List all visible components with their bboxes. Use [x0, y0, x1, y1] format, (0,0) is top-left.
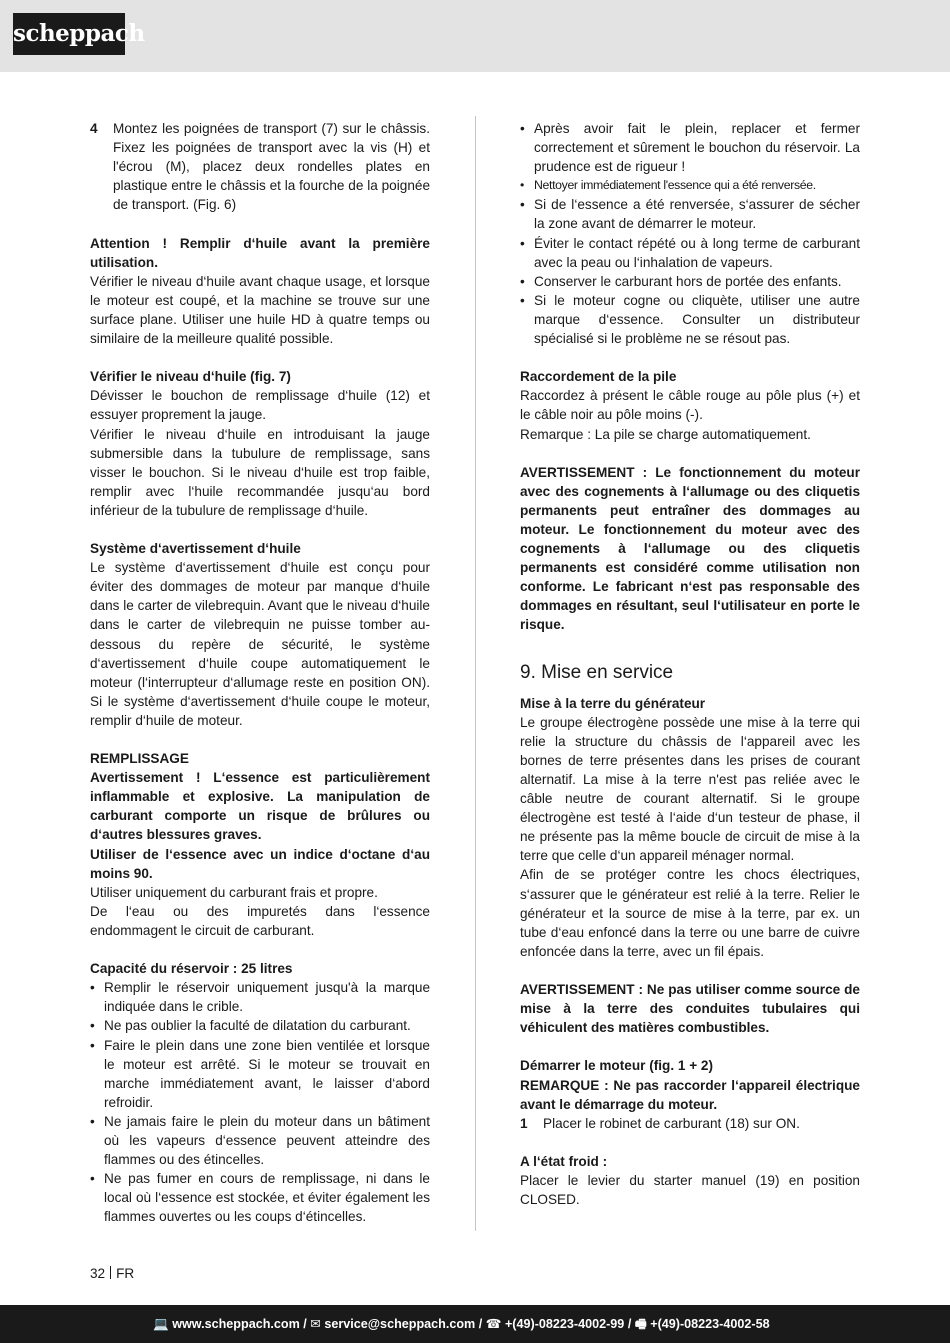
grounding-warning: AVERTISSEMENT : Ne pas utiliser comme source de mise à la terre des conduites tubulaires qui véhiculent des matières combustibles.	[520, 982, 860, 1036]
left-column	[90, 119, 430, 1226]
cold-start-heading: A l‘état froid :	[520, 1153, 608, 1169]
battery-note: Remarque : La pile se charge automatiquement.	[520, 426, 811, 442]
list-item: • Ne jamais faire le plein du moteur dans un bâtiment où les vapeurs d‘essence peuvent atteindre des flammes ou des étincelles.	[90, 1112, 430, 1169]
phone-icon: ☎	[485, 1317, 502, 1331]
list-item: • Après avoir fait le plein, replacer et fermer correctement et sûrement le bouchon du réservoir. La prudence est de rigueur !	[520, 119, 860, 176]
fuel-bullet-list	[520, 119, 860, 348]
fax-number: +(49)-08223-4002-58	[650, 1317, 770, 1331]
website-link[interactable]: www.scheppach.com	[172, 1317, 300, 1331]
phone-number: +(49)-08223-4002-99	[504, 1317, 625, 1331]
step-text: Placer le robinet de carburant (18) sur ON.	[543, 1115, 800, 1131]
list-item: • Faire le plein dans une zone bien ventilée et lorsque le moteur est arrêté. Si le moteur se trouvait en marche immédiatement avant, le laisser d‘abord refroidir.	[90, 1036, 430, 1112]
grounding-text: Afin de se protéger contre les chocs électriques, s‘assurer que le générateur est relié à la terre. Relier le générateur et la source de mise à la terre, par ex. un tube d‘eau enfoncé dans la terre ou une barre de cuivre enfoncée dans la terre, avec un fil épais.	[520, 867, 860, 959]
grounding-text: Le groupe électrogène possède une mise à la terre qui relie la structure du châssis de l‘appareil avec les bornes de terre présentes dans les prises de courant alternatif. La mise à la terre n'est pas reliée avec le câble neutre de courant alternatif. Si le groupe électrogène est testé à l‘aide d‘un testeur de phase, il ne présente pas la même boucle de circuit de mise à la terre que celle d‘un appareil ménager normal.	[520, 714, 860, 864]
step-number: 4	[90, 121, 98, 136]
refill-text: De l‘eau ou des impuretés dans l‘essence endommagent le circuit de carburant.	[90, 903, 430, 938]
list-item: • Si de l‘essence a été renversée, s‘assurer de sécher la zone avant de démarrer le moteur.	[520, 195, 860, 233]
list-item: • Si le moteur cogne ou cliquète, utiliser une autre marque d‘essence. Consulter un distributeur spécialisé si le problème ne se résout pas.	[520, 291, 860, 348]
brand-logo: scheppach	[13, 13, 125, 55]
refill-heading: REMPLISSAGE	[90, 751, 189, 767]
grounding-heading: Mise à la terre du générateur	[520, 695, 706, 711]
oil-attention-heading: Attention ! Remplir d‘huile avant la première utilisation.	[90, 235, 430, 270]
footer-separator: /	[478, 1317, 486, 1331]
start-engine-note: REMARQUE : Ne pas raccorder l‘appareil électrique avant le démarrage du moteur.	[520, 1077, 860, 1112]
octane-requirement: Utiliser de l‘essence avec un indice d‘octane d‘au moins 90.	[90, 846, 430, 881]
list-item: • Remplir le réservoir uniquement jusqu'à la marque indiquée dans le crible.	[90, 978, 430, 1016]
tank-capacity-heading: Capacité du réservoir : 25 litres	[90, 961, 293, 977]
list-item: • Ne pas oublier la faculté de dilatation du carburant.	[90, 1016, 430, 1035]
step-text: Montez les poignées de transport (7) sur le châssis. Fixez les poignées de transport avec la vis (H) et l'écrou (M), placez deux rondelles plates en plastique entre le châssis et la fourche de la poignée de transport. (Fig. 6)	[113, 121, 430, 213]
footer-separator: /	[627, 1317, 635, 1331]
list-item: • Nettoyer immédiatement l'essence qui a été renversée.	[520, 176, 860, 195]
page-language: FR	[116, 1266, 135, 1281]
right-column	[520, 119, 860, 1209]
list-item: • Conserver le carburant hors de portée des enfants.	[520, 272, 860, 291]
oil-warning-system-heading: Système d‘avertissement d‘huile	[90, 541, 301, 557]
footer-separator: /	[303, 1317, 311, 1331]
column-divider	[475, 116, 476, 1231]
list-item: • Ne pas fumer en cours de remplissage, ni dans le local où l‘essence est stockée, et éviter également les flammes ouvertes ou les coups d‘étincelles.	[90, 1169, 430, 1226]
fax-icon: 🖷	[634, 1317, 647, 1331]
step-number: 1	[520, 1115, 528, 1131]
page-separator	[110, 1266, 111, 1279]
section-title: 9. Mise en service	[520, 661, 674, 683]
email-link[interactable]: service@scheppach.com	[324, 1317, 476, 1331]
assembly-step-4	[90, 119, 430, 214]
refill-warning: Avertissement ! L‘essence est particulièrement inflammable et explosive. La manipulation de carburant comporte un risque de brûlures ou d‘autres blessures graves.	[90, 770, 430, 843]
header-band	[0, 0, 950, 72]
list-item: • Éviter le contact répété ou à long terme de carburant avec la peau ou l‘inhalation de vapeurs.	[520, 234, 860, 272]
tank-bullet-list	[90, 978, 430, 1226]
start-engine-heading: Démarrer le moteur (fig. 1 + 2)	[520, 1058, 714, 1074]
oil-attention-text: Vérifier le niveau d‘huile avant chaque usage, et lorsque le moteur est coupé, et la machine se trouve sur une surface plane. Utiliser une huile HD à quatre temps ou similaire de la meilleure qualité possible.	[90, 273, 430, 347]
page-number	[90, 1264, 134, 1283]
oil-level-text: Dévisser le bouchon de remplissage d‘huile (12) et essuyer proprement la jauge.	[90, 388, 430, 423]
footer-bar	[0, 1305, 950, 1343]
engine-knock-warning: AVERTISSEMENT : Le fonctionnement du moteur avec des cognements à l‘allumage ou des cliquetis permanents peut entraîner des dommages au moteur. Le fonctionnement du moteur avec des cognements à l‘allumage ou des cliquetis permanents est considéré comme utilisation non conforme. Le fabricant n‘est pas responsable des dommages en résultant, seul l‘utilisateur en porte le risque.	[520, 464, 860, 633]
oil-level-heading: Vérifier le niveau d‘huile (fig. 7)	[90, 369, 291, 385]
computer-icon: 💻	[153, 1317, 169, 1331]
cold-start-text: Placer le levier du starter manuel (19) en position CLOSED.	[520, 1172, 860, 1208]
oil-warning-system-text: Le système d‘avertissement d‘huile est conçu pour éviter des dommages de moteur par manque d‘huile dans le carter de vilebrequin. Avant que le niveau d‘huile dans le carter de vilebrequin ne puisse tomber au-dessous du repère de sécurité, le système d‘avertissement d‘huile coupe automatiquement le moteur (l‘interrupteur d‘allumage reste en position ON). Si le système d‘avertissement d‘huile coupe le moteur, remplir d‘huile de moteur.	[90, 560, 430, 728]
envelope-icon: ✉	[310, 1317, 321, 1331]
page-number-value: 32	[90, 1266, 106, 1281]
battery-text: Raccordez à présent le câble rouge au pôle plus (+) et le câble noir au pôle moins (-).	[520, 388, 860, 423]
refill-text: Utiliser uniquement du carburant frais et propre.	[90, 884, 378, 900]
oil-level-text: Vérifier le niveau d‘huile en introduisant la jauge submersible dans la tubulure de remplissage, sans visser le bouchon. Si le niveau d‘huile est trop faible, remplir avec l‘huile recommandée jusqu‘au bord inférieur de la tubulure de remplissage d‘huile.	[90, 426, 430, 518]
footer-contact-line	[153, 1315, 770, 1333]
battery-heading: Raccordement de la pile	[520, 369, 677, 385]
start-step-1	[520, 1114, 860, 1133]
